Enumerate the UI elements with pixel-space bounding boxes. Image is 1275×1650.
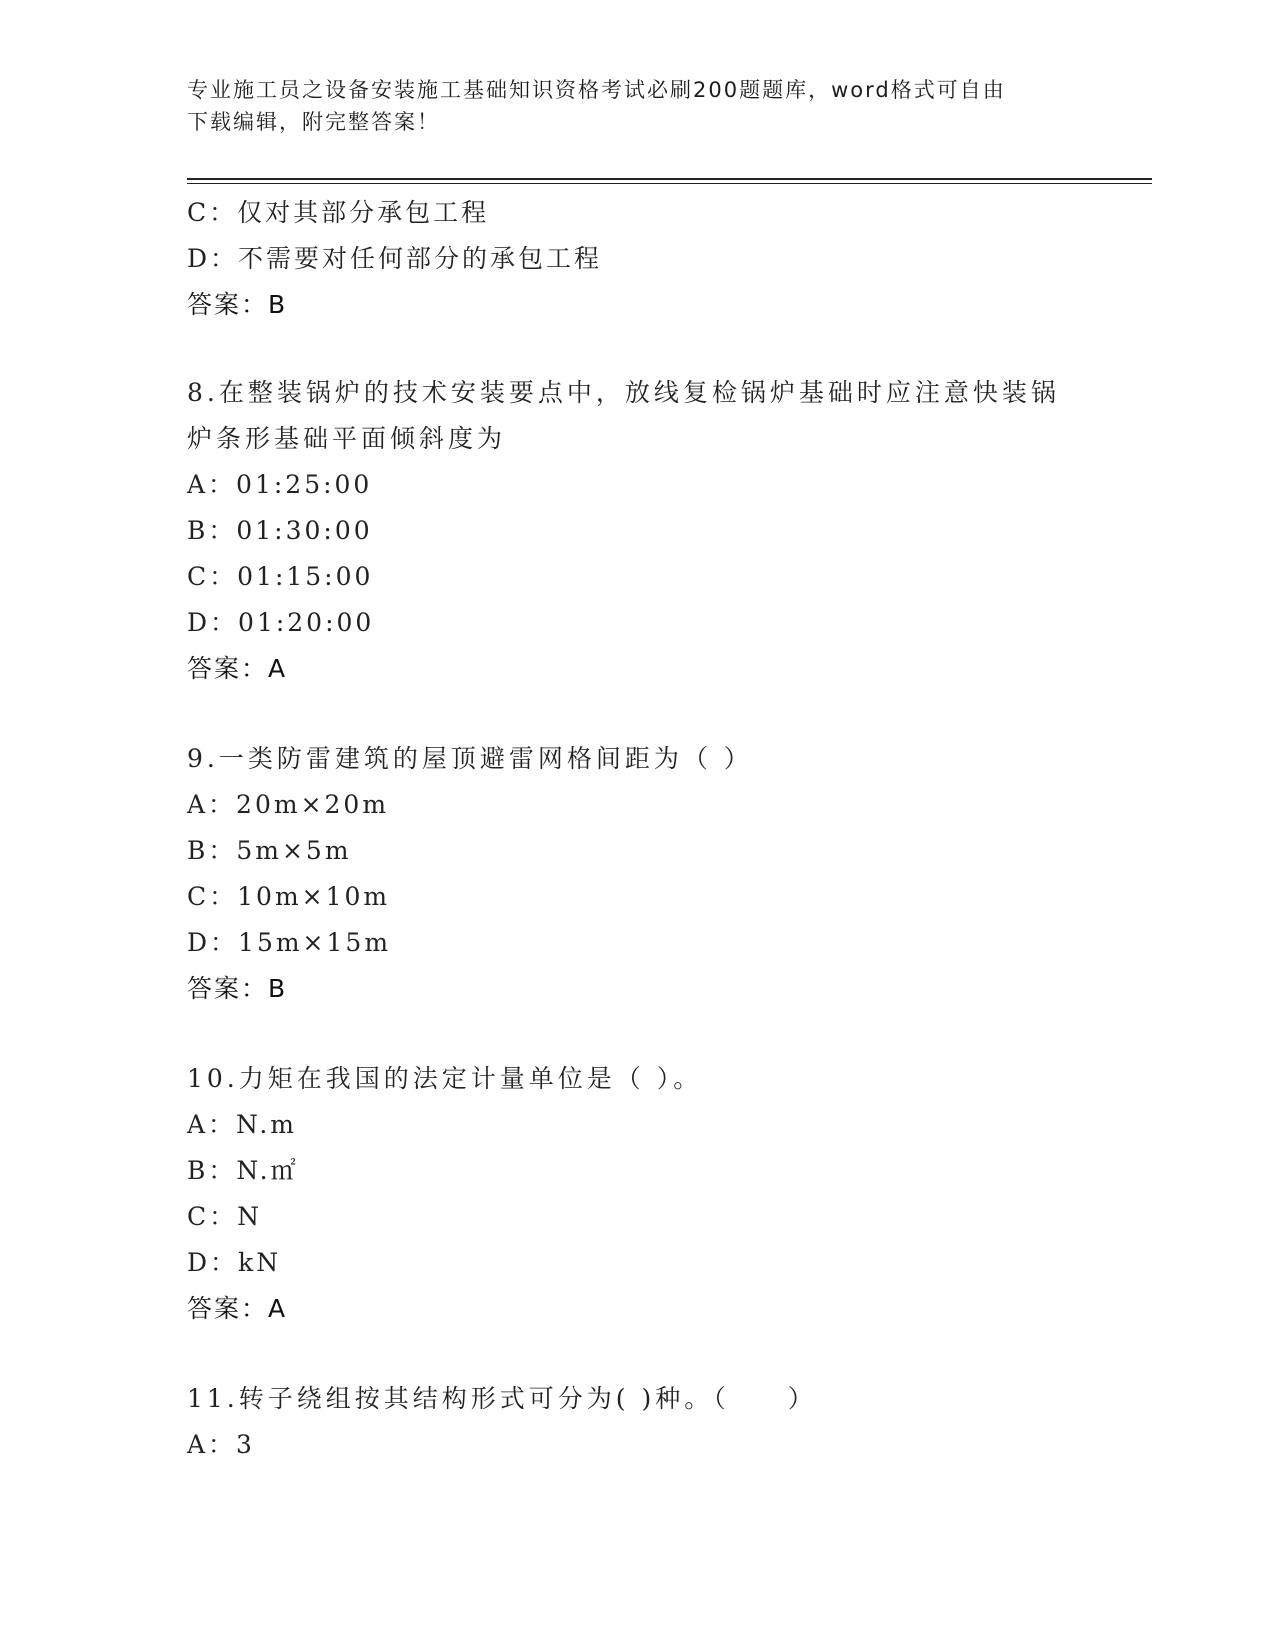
answer: 答案：A	[187, 1294, 288, 1323]
spacer	[187, 692, 1087, 736]
option-c: C：10m×10m	[187, 882, 391, 911]
question-text: 8.在整装锅炉的技术安装要点中，放线复检锅炉基础时应注意快装锅	[187, 378, 1060, 407]
header-rule-thin	[187, 183, 1152, 184]
question-11	[187, 1376, 1087, 1468]
question-9	[187, 736, 1087, 1012]
option-a: A：3	[187, 1430, 255, 1459]
option-d: D：不需要对任何部分的承包工程	[187, 244, 603, 273]
question-prev	[187, 190, 1087, 328]
document-header	[187, 74, 1067, 138]
question-text: 炉条形基础平面倾斜度为	[187, 424, 507, 453]
option-c: C：仅对其部分承包工程	[187, 198, 490, 227]
question-8	[187, 370, 1087, 692]
option-b: B：5m×5m	[187, 836, 352, 865]
option-a: A：20m×20m	[187, 790, 390, 819]
header-line-1: 专业施工员之设备安装施工基础知识资格考试必刷200题题库，word格式可自由	[187, 78, 1006, 102]
answer: 答案：B	[187, 974, 288, 1003]
spacer	[187, 1012, 1087, 1056]
answer: 答案：B	[187, 290, 288, 319]
option-c: C：01:15:00	[187, 562, 374, 591]
option-b: B：N.㎡	[187, 1156, 299, 1185]
question-text: 11.转子绕组按其结构形式可分为( )种。（ ）	[187, 1384, 817, 1413]
question-10	[187, 1056, 1087, 1332]
option-d: D：01:20:00	[187, 608, 375, 637]
question-list	[187, 190, 1087, 1468]
option-d: D：kN	[187, 1248, 282, 1277]
header-line-2: 下载编辑，附完整答案！	[187, 110, 440, 134]
spacer	[187, 328, 1087, 370]
option-b: B：01:30:00	[187, 516, 373, 545]
spacer	[187, 1332, 1087, 1376]
option-a: A：01:25:00	[187, 470, 373, 499]
answer: 答案：A	[187, 654, 288, 683]
header-rule-thick	[187, 178, 1152, 180]
option-d: D：15m×15m	[187, 928, 392, 957]
question-text: 9.一类防雷建筑的屋顶避雷网格间距为（ ）	[187, 744, 753, 773]
option-a: A：N.m	[187, 1110, 297, 1139]
question-text: 10.力矩在我国的法定计量单位是（ ）。	[187, 1064, 703, 1093]
option-c: C：N	[187, 1202, 263, 1231]
